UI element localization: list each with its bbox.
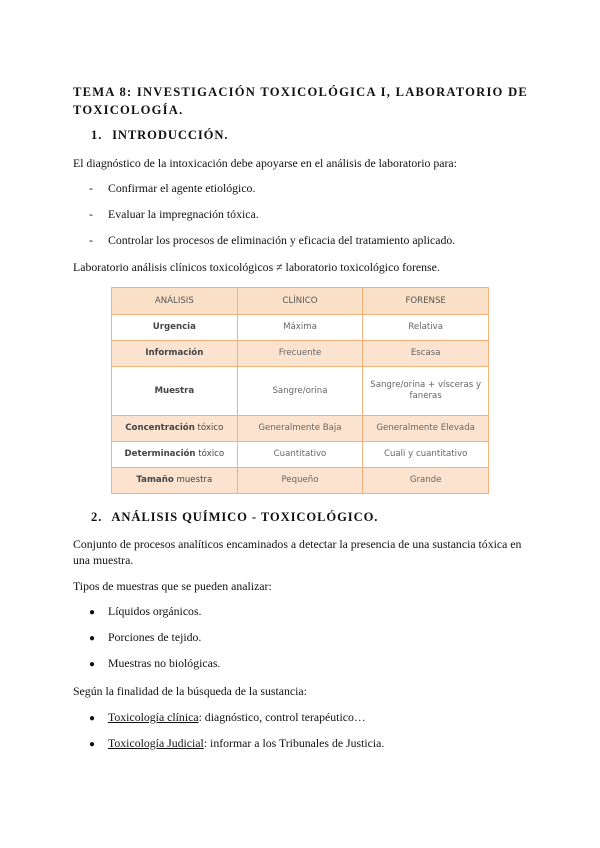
table-header: CLÍNICO	[237, 288, 363, 315]
clinico-cell: Generalmente Baja	[237, 416, 363, 442]
bullet-marker: ●	[89, 713, 96, 724]
row-label: Determinación tóxico	[112, 442, 238, 468]
section-1-number: 1.	[91, 128, 103, 142]
dash-list-item: - Controlar los procesos de eliminación y eficacia del tratamiento aplicado.	[89, 233, 456, 247]
bullet-marker: ●	[89, 659, 96, 670]
lab-comparison: Laboratorio análisis clínicos toxicológicos ≠ laboratorio toxicológico forense.	[73, 260, 440, 274]
forense-cell: Escasa	[363, 340, 489, 366]
row-label: Urgencia	[112, 315, 238, 341]
clinico-cell: Frecuente	[237, 340, 363, 366]
section-1-title: INTRODUCCIÓN.	[112, 128, 229, 142]
section-2-intro: Conjunto de procesos analíticos encaminados a detectar la presencia de una sustancia tóxica en una muestra.	[73, 537, 522, 567]
row-label: Muestra	[112, 366, 238, 416]
list-item: ● Líquidos orgánicos.	[89, 604, 202, 618]
sample-types-intro: Tipos de muestras que se pueden analizar:	[73, 579, 272, 593]
clinico-cell: Sangre/orina	[237, 366, 363, 416]
forense-cell: Relativa	[363, 315, 489, 341]
dash-list-item: - Confirmar el agente etiológico.	[89, 181, 256, 195]
clinico-cell: Pequeño	[237, 468, 363, 494]
forense-cell: Grande	[363, 468, 489, 494]
bullet-marker: ●	[89, 633, 96, 644]
bullet-marker: ●	[89, 739, 96, 750]
list-item: ● Toxicología Judicial: informar a los Tribunales de Justicia.	[89, 736, 385, 750]
term: Toxicología clínica	[108, 710, 199, 724]
table-row	[112, 468, 489, 494]
list-item: ● Toxicología clínica: diagnóstico, control terapéutico…	[89, 710, 366, 724]
dash-marker: -	[89, 207, 93, 221]
table-row	[112, 442, 489, 468]
dash-marker: -	[89, 181, 93, 195]
table-row	[112, 366, 489, 416]
table-header: ANÁLISIS	[112, 288, 238, 315]
section-2-title: ANÁLISIS QUÍMICO - TOXICOLÓGICO.	[111, 510, 379, 524]
table-header-row	[112, 288, 489, 315]
clinico-cell: Máxima	[237, 315, 363, 341]
table-row	[112, 416, 489, 442]
forense-cell: Cuali y cuantitativo	[363, 442, 489, 468]
comparison-table	[111, 287, 489, 494]
table-header: FORENSE	[363, 288, 489, 315]
list-item: ● Muestras no biológicas.	[89, 656, 221, 670]
dash-list-item: - Evaluar la impregnación tóxica.	[89, 207, 259, 221]
list-item: ● Porciones de tejido.	[89, 630, 202, 644]
row-label: Información	[112, 340, 238, 366]
purpose-intro: Según la finalidad de la búsqueda de la sustancia:	[73, 684, 307, 698]
forense-cell: Generalmente Elevada	[363, 416, 489, 442]
section-2-number: 2.	[91, 510, 103, 524]
row-label: Concentración tóxico	[112, 416, 238, 442]
dash-marker: -	[89, 233, 93, 247]
row-label: Tamaño muestra	[112, 468, 238, 494]
section-2-heading	[91, 510, 378, 525]
term: Toxicología Judicial	[108, 736, 204, 750]
forense-cell: Sangre/orina + vísceras y faneras	[363, 366, 489, 416]
table-row	[112, 340, 489, 366]
clinico-cell: Cuantitativo	[237, 442, 363, 468]
table-row	[112, 315, 489, 341]
bullet-marker: ●	[89, 607, 96, 618]
section-1-intro: El diagnóstico de la intoxicación debe apoyarse en el análisis de laboratorio para:	[73, 156, 457, 170]
section-1-heading	[91, 128, 228, 143]
document-title: TEMA 8: INVESTIGACIÓN TOXICOLÓGICA I, LABORATORIO DE TOXICOLOGÍA.	[73, 85, 528, 117]
